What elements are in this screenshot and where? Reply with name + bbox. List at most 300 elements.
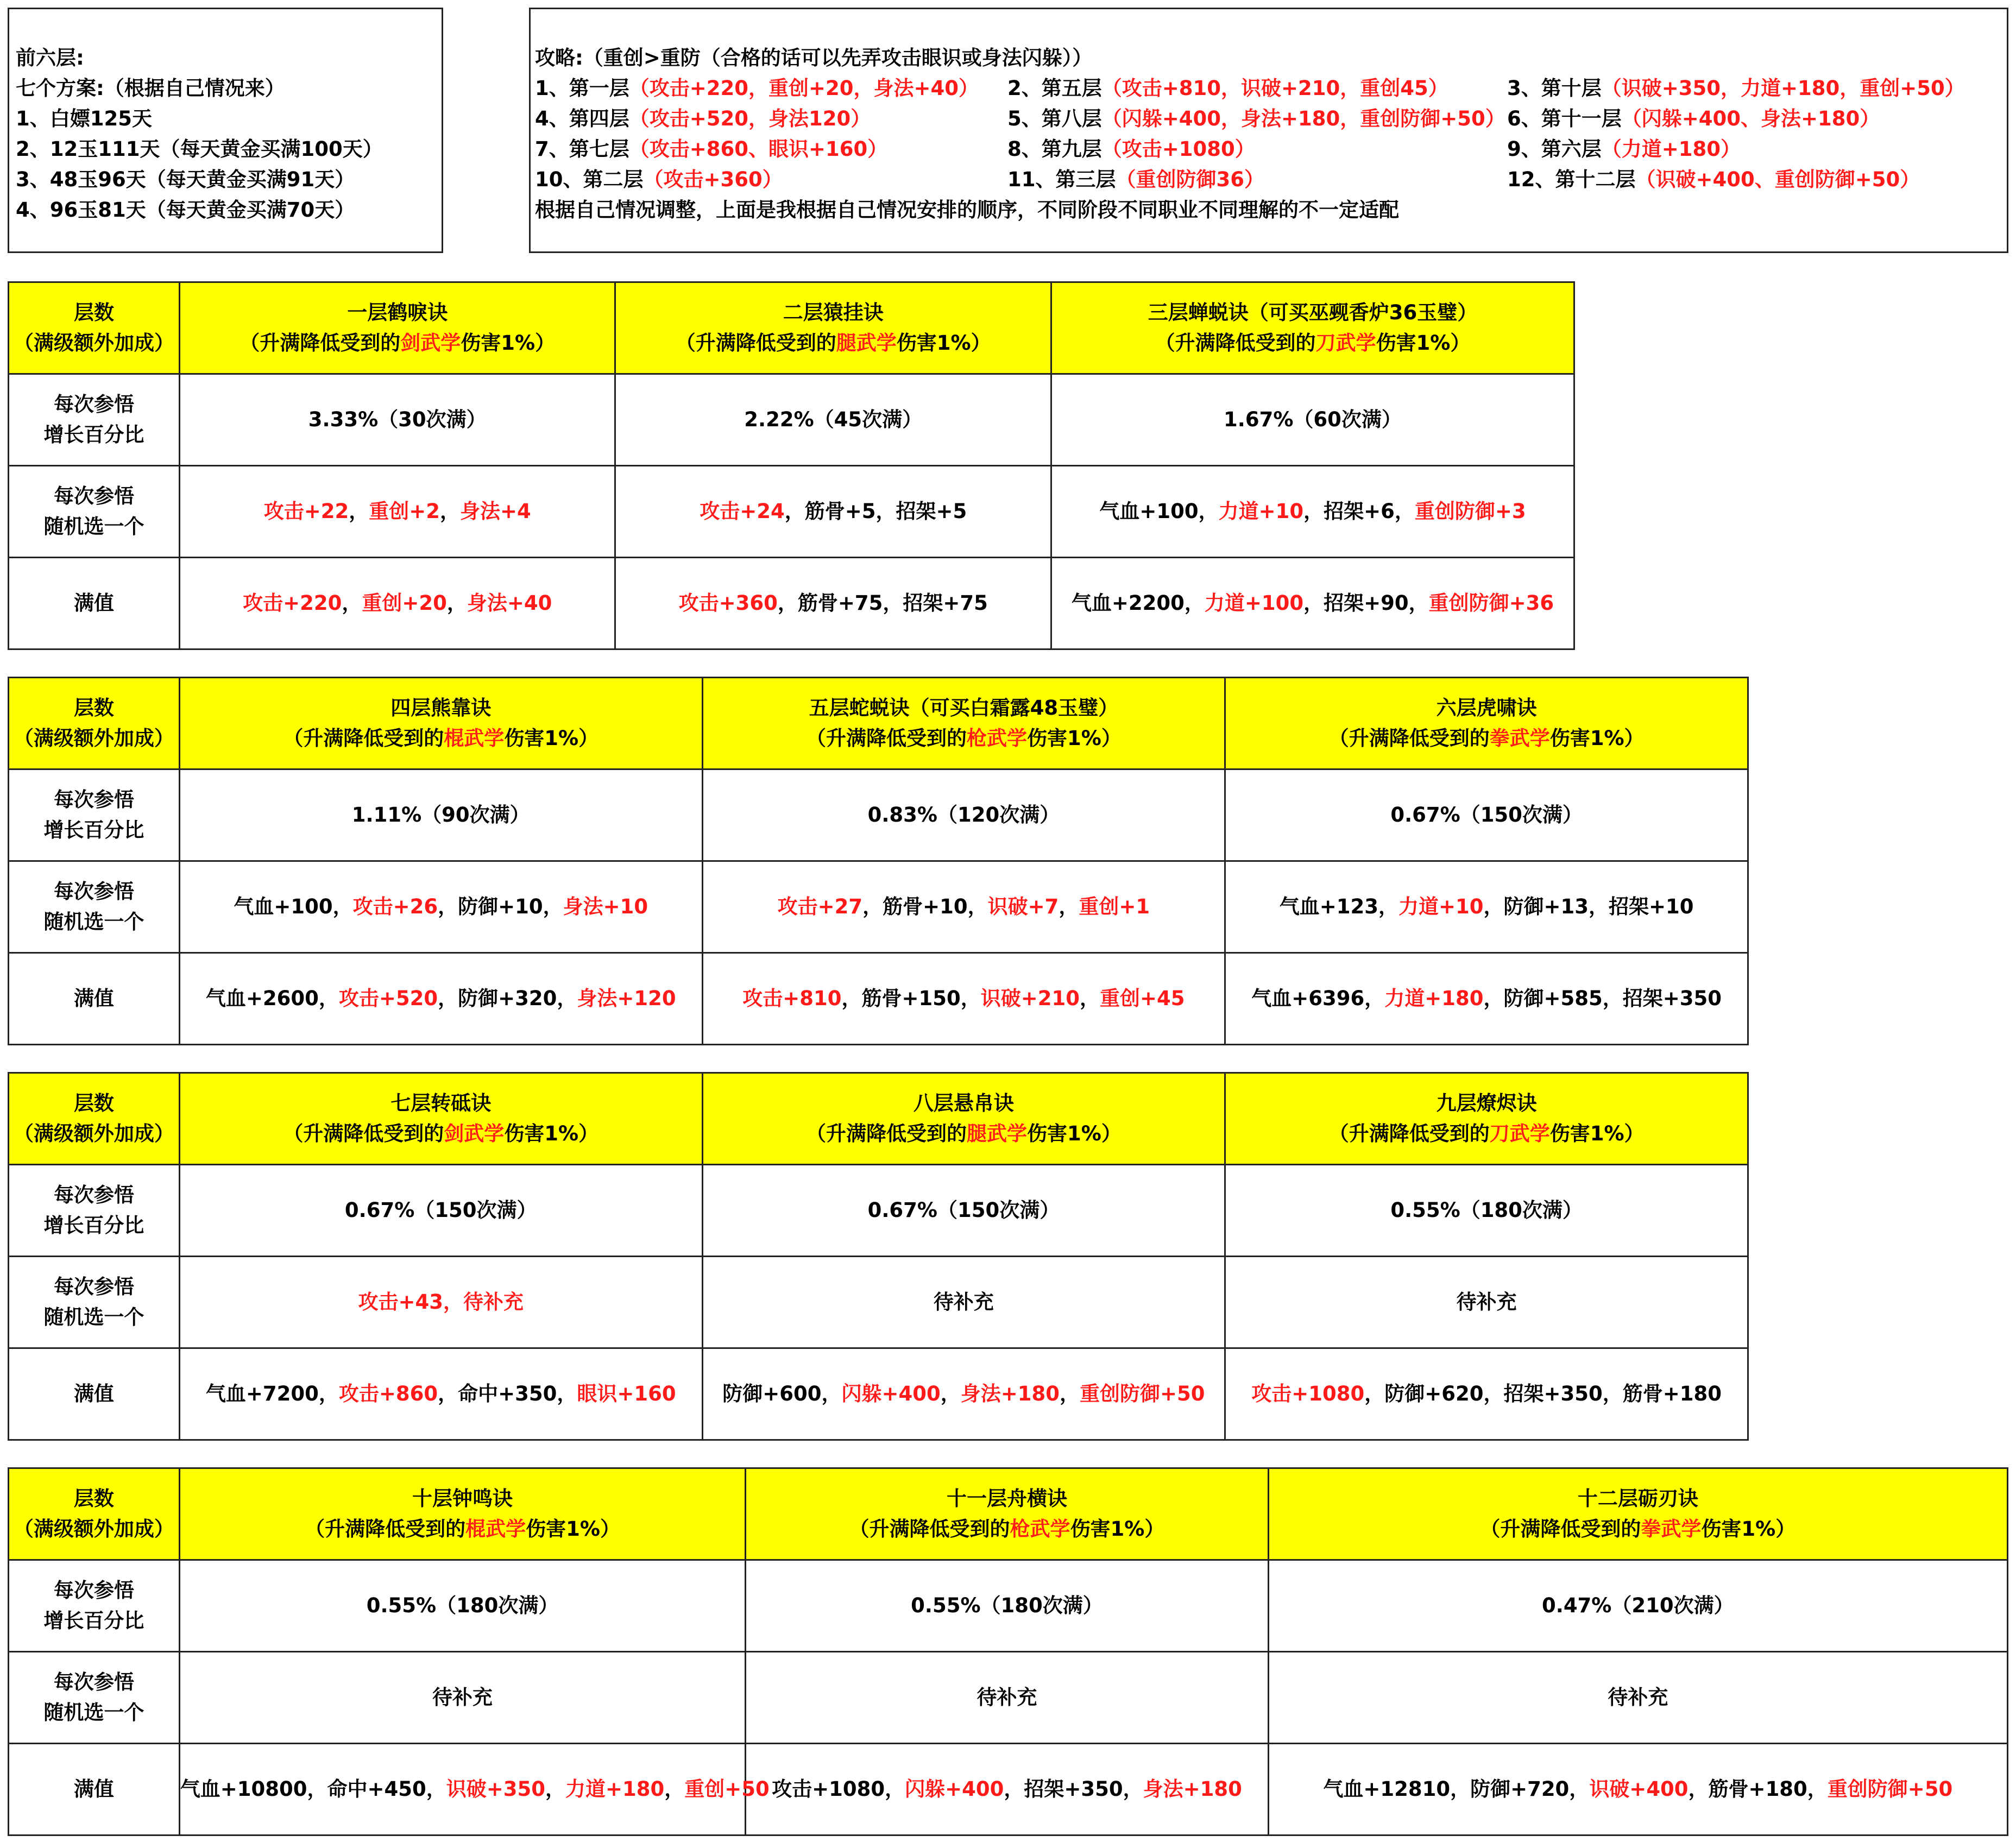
bonus-weapon-type: 剑武学 xyxy=(444,1122,505,1145)
row-label-line: 每次参悟 xyxy=(53,788,134,811)
layer-bonus xyxy=(703,723,1225,754)
layer-header-cell xyxy=(702,678,1225,769)
layer-header-cell xyxy=(179,1468,746,1560)
bonus-suffix: 伤害1%） xyxy=(1549,727,1645,750)
row-label-cell xyxy=(9,558,180,649)
growth-cell: 0.83%（120次满） xyxy=(702,769,1225,861)
strategy-item-value: （攻击+1080） xyxy=(1101,137,1255,161)
row-label-cell xyxy=(9,374,180,466)
bonus-prefix: （升满降低受到的 xyxy=(1155,331,1316,355)
row-label-line: 每次参悟 xyxy=(53,880,134,903)
stat-segment: 重创防御+3 xyxy=(1414,500,1526,523)
plan-title: 前六层: xyxy=(16,46,84,70)
row-label-cell xyxy=(9,1468,180,1560)
row-label-cell xyxy=(9,953,180,1045)
header-row xyxy=(9,678,1748,769)
bonus-prefix: （升满降低受到的 xyxy=(240,331,401,355)
random-cell xyxy=(615,466,1051,558)
random-cell xyxy=(1225,861,1748,953)
row-label-line: 增长百分比 xyxy=(43,423,144,446)
row-label-line: （满级额外加成） xyxy=(13,1517,174,1541)
stat-segment: 力道+10 xyxy=(1398,895,1484,918)
max-cell xyxy=(1268,1744,2007,1835)
random-row xyxy=(9,1257,1748,1348)
stat-segment: 攻击+22 xyxy=(263,500,349,523)
layer-bonus xyxy=(1269,1514,2007,1544)
stat-segment: 身法+4 xyxy=(459,500,531,523)
stat-segment: 重创+2 xyxy=(369,500,440,523)
max-cell xyxy=(1051,558,1574,649)
row-label-line: 满值 xyxy=(73,591,114,615)
row-label-line: 随机选一个 xyxy=(43,910,144,933)
stat-segment: 身法+40 xyxy=(467,591,552,615)
random-cell xyxy=(702,1257,1225,1348)
strategy-item-prefix: 12、第十二层 xyxy=(1507,168,1636,191)
row-label-line: 满值 xyxy=(73,1382,114,1405)
row-label-cell xyxy=(9,769,180,861)
growth-cell: 0.67%（150次满） xyxy=(702,1165,1225,1257)
growth-cell: 0.47%（210次满） xyxy=(1268,1560,2007,1652)
row-label-line: （满级额外加成） xyxy=(13,331,174,355)
stat-segment: 重创+45 xyxy=(1100,987,1185,1010)
random-cell xyxy=(1268,1652,2007,1744)
max-cell xyxy=(1225,1348,1748,1440)
layer-header-cell xyxy=(702,1073,1225,1165)
stat-segment: 待补充 xyxy=(432,1686,493,1709)
growth-cell: 0.55%（180次满） xyxy=(1225,1165,1748,1257)
stat-segment: 重创+50 xyxy=(684,1777,770,1801)
bonus-prefix: （升满降低受到的 xyxy=(1328,1122,1490,1145)
strategy-item xyxy=(1007,165,1264,195)
stat-segment: ，筋骨+10， xyxy=(862,895,988,918)
layer-header-cell xyxy=(1051,282,1574,374)
random-cell xyxy=(179,1257,702,1348)
header-row xyxy=(9,282,1574,374)
stat-segment: 识破+210 xyxy=(980,987,1080,1010)
max-row xyxy=(9,953,1748,1045)
stat-segment: ， xyxy=(545,1777,565,1801)
growth-row xyxy=(9,374,1574,466)
stat-segment: ，筋骨+5，招架+5 xyxy=(784,500,967,523)
max-cell xyxy=(615,558,1051,649)
strategy-item xyxy=(535,73,979,104)
stat-segment: 攻击+27 xyxy=(777,895,863,918)
strategy-item xyxy=(1007,134,1255,165)
stat-segment: 气血+100， xyxy=(234,895,353,918)
bonus-suffix: 伤害1%） xyxy=(1027,1122,1122,1145)
row-label-line: （满级额外加成） xyxy=(13,727,174,750)
stat-segment: 待补充 xyxy=(1608,1686,1668,1709)
layer-name: 六层虎啸诀 xyxy=(1436,696,1537,720)
stat-segment: ， xyxy=(349,500,369,523)
strategy-rows xyxy=(535,73,2007,195)
strategy-item-prefix: 8、第九层 xyxy=(1007,137,1102,161)
strategy-item-value: （力道+180） xyxy=(1601,137,1741,161)
header-row xyxy=(9,1073,1748,1165)
bonus-weapon-type: 棍武学 xyxy=(465,1517,526,1541)
strategy-item-value: （闪躲+400、身法+180） xyxy=(1621,107,1880,130)
strategy-item-prefix: 9、第六层 xyxy=(1507,137,1602,161)
stat-segment: 身法+180 xyxy=(960,1382,1060,1405)
stat-segment: 攻击+810 xyxy=(742,987,842,1010)
plan-option: 3、48玉96天（每天黄金买满91天） xyxy=(16,168,355,191)
row-label-line: 每次参悟 xyxy=(53,1183,134,1207)
strategy-row xyxy=(535,73,2007,104)
strategy-item xyxy=(1007,104,1505,134)
strategy-item-prefix: 11、第三层 xyxy=(1007,168,1116,191)
bonus-suffix: 伤害1%） xyxy=(896,331,991,355)
layer-bonus xyxy=(616,328,1050,358)
strategy-item-prefix: 2、第五层 xyxy=(1007,77,1102,100)
strategy-item-prefix: 1、第一层 xyxy=(535,77,629,100)
strategy-item-value: （攻击+360） xyxy=(643,168,783,191)
random-row xyxy=(9,861,1748,953)
layer-name: 二层猿挂诀 xyxy=(783,301,884,324)
layer-name: 十二层砺刃诀 xyxy=(1577,1487,1698,1510)
row-label-line: 每次参悟 xyxy=(53,1275,134,1298)
stat-segment: 攻击+860 xyxy=(338,1382,438,1405)
strategy-item xyxy=(1507,134,1741,165)
stat-segment: 力道+180 xyxy=(565,1777,665,1801)
stat-segment: ，防御+13，招架+10 xyxy=(1483,895,1694,918)
layer-bonus xyxy=(180,1514,745,1544)
stat-segment: ， xyxy=(1060,1382,1080,1405)
random-cell xyxy=(179,1652,746,1744)
row-label-line: 随机选一个 xyxy=(43,515,144,538)
row-label-cell xyxy=(9,861,180,953)
bonus-weapon-type: 腿武学 xyxy=(967,1122,1028,1145)
stat-segment: 力道+10 xyxy=(1218,500,1304,523)
row-label-cell xyxy=(9,1073,180,1165)
row-label-cell xyxy=(9,1560,180,1652)
layer-header-cell xyxy=(179,678,702,769)
row-label-line: 每次参悟 xyxy=(53,484,134,508)
bonus-prefix: （升满降低受到的 xyxy=(1480,1517,1641,1541)
stat-segment: 气血+2200， xyxy=(1071,591,1205,615)
stat-segment: ，招架+350， xyxy=(1004,1777,1143,1801)
stat-segment: 气血+123， xyxy=(1279,895,1399,918)
strategy-item-value: （识破+350，力道+180，重创+50） xyxy=(1601,77,1965,100)
bonus-prefix: （升满降低受到的 xyxy=(806,1122,967,1145)
stat-segment: 攻击+1080 xyxy=(1251,1382,1365,1405)
bonus-suffix: 伤害1%） xyxy=(1701,1517,1796,1541)
strategy-item-prefix: 5、第八层 xyxy=(1007,107,1102,130)
stat-segment: ，招架+6， xyxy=(1303,500,1415,523)
stat-segment: 闪躲+400 xyxy=(905,1777,1004,1801)
bonus-prefix: （升满降低受到的 xyxy=(849,1517,1010,1541)
plan-option: 4、96玉81天（每天黄金买满70天） xyxy=(16,198,355,222)
stat-segment: ，防御+620，招架+350，筋骨+180 xyxy=(1364,1382,1722,1405)
stat-segment: ，防御+10， xyxy=(438,895,563,918)
stat-segment: 攻击+26 xyxy=(352,895,438,918)
strategy-item xyxy=(1507,104,1880,134)
stat-segment: 识破+400 xyxy=(1589,1777,1689,1801)
layer-bonus xyxy=(746,1514,1267,1544)
layer-header-cell xyxy=(1225,1073,1748,1165)
strategy-row xyxy=(535,134,2007,165)
stat-segment: 攻击+1080， xyxy=(772,1777,905,1801)
strategy-item xyxy=(1007,73,1448,104)
stat-segment: ， xyxy=(664,1777,685,1801)
strategy-item xyxy=(1507,73,1965,104)
layer-bonus xyxy=(1226,1119,1747,1149)
max-cell xyxy=(179,953,702,1045)
stat-segment: 气血+6396， xyxy=(1251,987,1385,1010)
stat-segment: 重创防御+50 xyxy=(1080,1382,1205,1405)
strategy-row xyxy=(535,165,2007,195)
random-cell xyxy=(1225,1257,1748,1348)
bonus-weapon-type: 剑武学 xyxy=(400,331,461,355)
stat-segment: 气血+7200， xyxy=(205,1382,339,1405)
layer-table xyxy=(8,1467,2008,1836)
strategy-item xyxy=(535,165,783,195)
bonus-suffix: 伤害1%） xyxy=(461,331,556,355)
bonus-suffix: 伤害1%） xyxy=(1549,1122,1645,1145)
layer-bonus xyxy=(703,1119,1225,1149)
bonus-weapon-type: 枪武学 xyxy=(967,727,1028,750)
stat-segment: 气血+10800，命中+450， xyxy=(180,1777,446,1801)
growth-cell: 2.22%（45次满） xyxy=(615,374,1051,466)
layer-bonus xyxy=(180,723,702,754)
layer-name: 三层蝉蜕诀（可买巫觋香炉36玉璧） xyxy=(1148,301,1478,324)
bonus-suffix: 伤害1%） xyxy=(526,1517,620,1541)
layer-bonus xyxy=(180,328,615,358)
stat-segment: 闪躲+400 xyxy=(841,1382,941,1405)
row-label-cell xyxy=(9,1257,180,1348)
row-label-cell xyxy=(9,1744,180,1835)
stat-segment: 待补充 xyxy=(933,1290,994,1314)
stat-segment: ， xyxy=(439,500,460,523)
max-cell xyxy=(746,1744,1268,1835)
strategy-item-value: （闪躲+400，身法+180，重创防御+50） xyxy=(1101,107,1505,130)
random-row xyxy=(9,466,1574,558)
growth-cell: 3.33%（30次满） xyxy=(179,374,615,466)
plan-option: 2、12玉111天（每天黄金买满100天） xyxy=(16,137,383,161)
strategy-item xyxy=(1507,165,1920,195)
layer-table xyxy=(8,281,1575,650)
layer-name: 十一层舟横诀 xyxy=(946,1487,1067,1510)
bonus-prefix: （升满降低受到的 xyxy=(283,1122,444,1145)
layer-name: 五层蛇蜕诀（可买白霜露48玉璧） xyxy=(809,696,1119,720)
row-label-line: 每次参悟 xyxy=(53,393,134,416)
growth-cell: 0.55%（180次满） xyxy=(179,1560,746,1652)
stat-segment: ，招架+90， xyxy=(1303,591,1429,615)
row-label-line: 随机选一个 xyxy=(43,1305,144,1329)
stat-segment: ，防御+585，招架+350 xyxy=(1483,987,1722,1010)
stat-segment: 识破+7 xyxy=(987,895,1059,918)
bonus-prefix: （升满降低受到的 xyxy=(1328,727,1490,750)
stat-segment: 身法+10 xyxy=(563,895,648,918)
bonus-suffix: 伤害1%） xyxy=(1027,727,1122,750)
row-label-line: 每次参悟 xyxy=(53,1579,134,1602)
row-label-line: 每次参悟 xyxy=(53,1670,134,1694)
layer-name: 十层钟鸣诀 xyxy=(412,1487,513,1510)
random-cell xyxy=(746,1652,1268,1744)
bonus-weapon-type: 枪武学 xyxy=(1010,1517,1070,1541)
row-label-cell xyxy=(9,678,180,769)
stat-segment: 攻击+43，待补充 xyxy=(358,1290,524,1314)
layer-name: 八层悬帛诀 xyxy=(913,1092,1014,1115)
stat-segment: ， xyxy=(1059,895,1079,918)
growth-cell: 1.11%（90次满） xyxy=(179,769,702,861)
stat-segment: 重创+20 xyxy=(362,591,447,615)
row-label-line: 增长百分比 xyxy=(43,818,144,842)
bonus-weapon-type: 腿武学 xyxy=(836,331,897,355)
strategy-item xyxy=(535,134,887,165)
stat-segment: 力道+100 xyxy=(1204,591,1304,615)
stat-segment: ，命中+350， xyxy=(438,1382,577,1405)
layer-name: 七层转砥诀 xyxy=(390,1092,492,1115)
max-row xyxy=(9,558,1574,649)
bonus-weapon-type: 棍武学 xyxy=(444,727,505,750)
bonus-prefix: （升满降低受到的 xyxy=(675,331,836,355)
row-label-cell xyxy=(9,466,180,558)
layer-header-cell xyxy=(1268,1468,2007,1560)
max-cell xyxy=(179,1744,770,1835)
max-row xyxy=(9,1744,2008,1835)
stat-segment: 待补充 xyxy=(976,1686,1037,1709)
layer-name: 一层鹤唳诀 xyxy=(347,301,448,324)
bonus-weapon-type: 刀武学 xyxy=(1489,1122,1550,1145)
stat-segment: ， xyxy=(940,1382,961,1405)
stat-segment: 重创+1 xyxy=(1079,895,1150,918)
layer-table xyxy=(8,677,1749,1045)
strategy-item-value: （攻击+810，识破+210，重创45） xyxy=(1101,77,1448,100)
random-row xyxy=(9,1652,2008,1744)
row-label-line: 满值 xyxy=(73,1777,114,1801)
strategy-item-value: （攻击+520，身法120） xyxy=(629,107,871,130)
strategy-row xyxy=(535,104,2007,134)
layer-header-cell xyxy=(1225,678,1748,769)
stat-segment: 攻击+360 xyxy=(678,591,778,615)
plan-option: 1、白嫖125天 xyxy=(16,107,152,130)
row-label-cell xyxy=(9,1652,180,1744)
row-label-cell xyxy=(9,282,180,374)
bonus-weapon-type: 刀武学 xyxy=(1315,331,1376,355)
strategy-item xyxy=(535,104,871,134)
strategy-item-prefix: 6、第十一层 xyxy=(1507,107,1622,130)
growth-cell: 0.67%（150次满） xyxy=(1225,769,1748,861)
random-cell xyxy=(179,861,702,953)
plan-box xyxy=(8,8,443,253)
stat-segment: 身法+180 xyxy=(1143,1777,1242,1801)
stat-segment: 攻击+220 xyxy=(243,591,342,615)
row-label-line: 层数 xyxy=(73,1092,114,1115)
growth-cell: 0.55%（180次满） xyxy=(746,1560,1268,1652)
growth-row xyxy=(9,1165,1748,1257)
bonus-suffix: 伤害1%） xyxy=(1070,1517,1165,1541)
plan-subtitle: 七个方案:（根据自己情况来） xyxy=(16,77,285,100)
stat-segment: 气血+2600， xyxy=(205,987,339,1010)
layer-header-cell xyxy=(615,282,1051,374)
row-label-line: 层数 xyxy=(73,301,114,324)
stat-segment: 气血+100， xyxy=(1099,500,1219,523)
layer-header-cell xyxy=(746,1468,1268,1560)
bonus-prefix: （升满降低受到的 xyxy=(305,1517,466,1541)
growth-cell: 1.67%（60次满） xyxy=(1051,374,1574,466)
bonus-prefix: （升满降低受到的 xyxy=(283,727,444,750)
stat-segment: ，筋骨+75，招架+75 xyxy=(777,591,988,615)
random-cell xyxy=(702,861,1225,953)
strategy-footer: 根据自己情况调整，上面是我根据自己情况安排的顺序，不同阶段不同职业不同理解的不一定适配 xyxy=(535,198,1399,222)
max-cell xyxy=(179,558,615,649)
row-label-line: 满值 xyxy=(73,987,114,1010)
strategy-item-prefix: 7、第七层 xyxy=(535,137,629,161)
strategy-box xyxy=(529,8,2008,253)
max-cell xyxy=(702,953,1225,1045)
layer-bonus xyxy=(1226,723,1747,754)
header-row xyxy=(9,1468,2008,1560)
layer-name: 九层燎烬诀 xyxy=(1436,1092,1537,1115)
layer-header-cell xyxy=(179,282,615,374)
max-cell xyxy=(179,1348,702,1440)
growth-row xyxy=(9,769,1748,861)
layer-header-cell xyxy=(179,1073,702,1165)
growth-cell: 0.67%（150次满） xyxy=(179,1165,702,1257)
strategy-item-value: （识破+400、重创防御+50） xyxy=(1635,168,1920,191)
stat-segment: ， xyxy=(342,591,362,615)
strategy-item-prefix: 4、第四层 xyxy=(535,107,629,130)
strategy-item-value: （攻击+220，重创+20，身法+40） xyxy=(629,77,979,100)
bonus-weapon-type: 拳武学 xyxy=(1641,1517,1702,1541)
stat-segment: ， xyxy=(1080,987,1100,1010)
bonus-prefix: （升满降低受到的 xyxy=(806,727,967,750)
stat-segment: 身法+120 xyxy=(577,987,676,1010)
strategy-header: 攻略:（重创>重防（合格的话可以先弄攻击眼识或身法闪躲）） xyxy=(535,46,1093,70)
bonus-weapon-type: 拳武学 xyxy=(1489,727,1550,750)
stat-segment: 攻击+520 xyxy=(338,987,438,1010)
stat-segment: 重创防御+50 xyxy=(1827,1777,1953,1801)
bonus-suffix: 伤害1%） xyxy=(504,727,599,750)
max-cell xyxy=(702,1348,1225,1440)
max-row xyxy=(9,1348,1748,1440)
layer-table xyxy=(8,1072,1749,1441)
strategy-item-value: （重创防御36） xyxy=(1116,168,1264,191)
stat-segment: 识破+350 xyxy=(446,1777,545,1801)
stat-segment: 防御+600， xyxy=(722,1382,842,1405)
stat-segment: ， xyxy=(446,591,467,615)
max-cell xyxy=(1225,953,1748,1045)
stat-segment: ，防御+320， xyxy=(438,987,577,1010)
stat-segment: 眼识+160 xyxy=(577,1382,676,1405)
layer-name: 四层熊靠诀 xyxy=(390,696,492,720)
layer-bonus xyxy=(180,1119,702,1149)
random-cell xyxy=(179,466,615,558)
growth-row xyxy=(9,1560,2008,1652)
layer-bonus xyxy=(1052,328,1573,358)
strategy-item-prefix: 3、第十层 xyxy=(1507,77,1602,100)
bonus-suffix: 伤害1%） xyxy=(1376,331,1471,355)
row-label-line: 层数 xyxy=(73,696,114,720)
stat-segment: 攻击+24 xyxy=(700,500,785,523)
row-label-line: 层数 xyxy=(73,1487,114,1510)
row-label-line: （满级额外加成） xyxy=(13,1122,174,1145)
stat-segment: ，筋骨+150， xyxy=(841,987,981,1010)
stat-segment: 力道+180 xyxy=(1384,987,1484,1010)
stat-segment: 气血+12810，防御+720， xyxy=(1323,1777,1590,1801)
bonus-suffix: 伤害1%） xyxy=(504,1122,599,1145)
stat-segment: 待补充 xyxy=(1456,1290,1517,1314)
stat-segment: 重创防御+36 xyxy=(1428,591,1554,615)
row-label-cell xyxy=(9,1348,180,1440)
row-label-line: 增长百分比 xyxy=(43,1214,144,1237)
strategy-item-prefix: 10、第二层 xyxy=(535,168,644,191)
stat-segment: ，筋骨+180， xyxy=(1688,1777,1828,1801)
row-label-line: 随机选一个 xyxy=(43,1701,144,1724)
row-label-line: 增长百分比 xyxy=(43,1609,144,1632)
random-cell xyxy=(1051,466,1574,558)
row-label-cell xyxy=(9,1165,180,1257)
